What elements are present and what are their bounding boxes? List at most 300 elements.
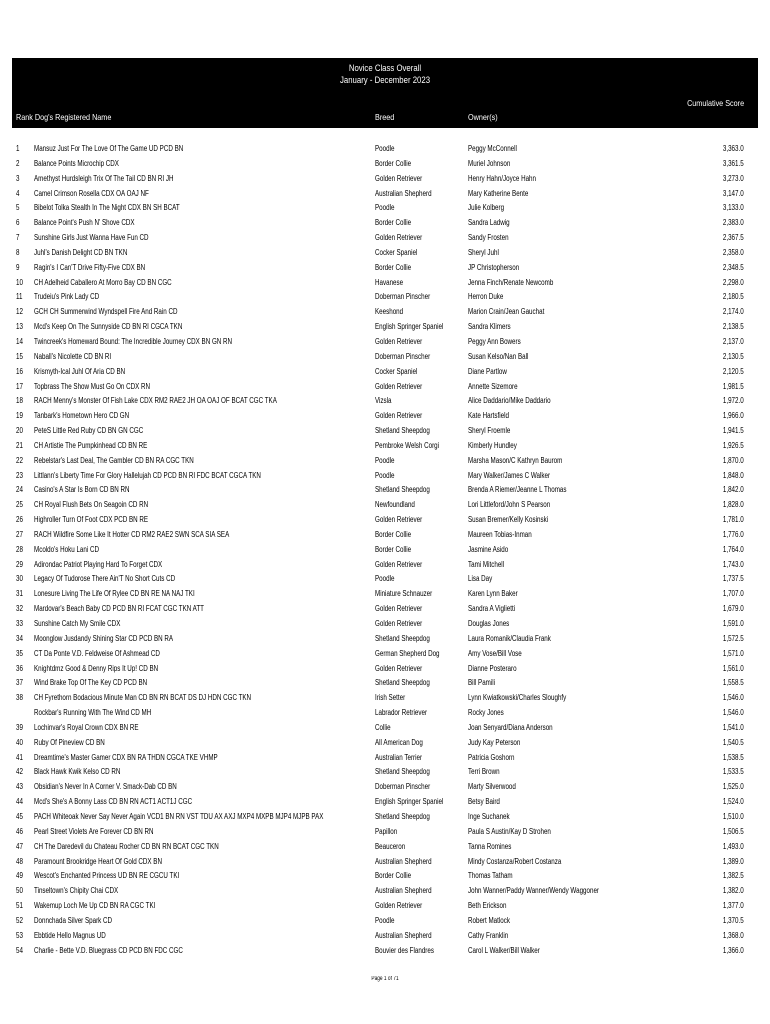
rank-cell: 25	[16, 500, 23, 510]
rank-cell: 3	[16, 173, 20, 183]
rank-cell: 18	[16, 396, 23, 406]
score-cell: 1,707.0	[723, 589, 744, 599]
table-row	[0, 350, 770, 365]
breed-cell: Border Collie	[375, 529, 412, 539]
rank-cell: 12	[16, 307, 23, 317]
breed-cell: Poodle	[375, 470, 395, 480]
score-cell: 1,743.0	[723, 559, 744, 569]
breed-cell: Shetland Sheepdog	[375, 633, 430, 643]
table-row	[0, 825, 770, 840]
table-row	[0, 142, 770, 157]
dog-name-cell: Knightdmz Good & Denny Rips It Up! CD BN	[34, 663, 159, 673]
breed-cell: Poodle	[375, 574, 395, 584]
table-row	[0, 409, 770, 424]
cumulative-score-header: Cumulative Score	[686, 98, 744, 108]
dog-name-cell: Moonglow Jusdandy Shining Star CD PCD BN RA	[34, 633, 174, 643]
owner-cell: Diane Partlow	[468, 366, 507, 376]
dog-name-cell: CH Fyrethorn Bodacious Minute Man CD BN RN BCAT DS DJ HDN CGC TKN	[34, 693, 252, 703]
table-row	[0, 380, 770, 395]
rank-cell: 22	[16, 455, 23, 465]
owner-cell: Douglas Jones	[468, 619, 510, 628]
table-row	[0, 602, 770, 617]
owner-cell: Sandy Frosten	[468, 233, 509, 243]
breed-cell: Australian Shepherd	[375, 856, 432, 866]
score-cell: 1,972.0	[723, 396, 744, 406]
score-cell: 1,561.0	[723, 663, 744, 673]
table-row	[0, 899, 770, 914]
owner-cell: Sandra A Viglietti	[468, 604, 516, 614]
owner-cell: Brenda A Riemer/Jeanne L Thomas	[468, 485, 567, 495]
score-cell: 1,848.0	[723, 470, 744, 480]
owner-cell: Muriel Johnson	[468, 158, 511, 168]
owner-cell: Carol L Walker/Bill Walker	[468, 945, 540, 955]
rank-cell: 50	[16, 886, 23, 896]
rank-cell: 31	[16, 589, 23, 599]
dog-name-cell: Bibelot Tolka Stealth In The Night CDX BN SH BCAT	[34, 203, 180, 213]
dog-name-cell: CH Royal Flush Bets On Seagoin CD RN	[34, 500, 149, 510]
breed-cell: Beauceron	[375, 841, 406, 851]
owner-cell: Robert Matlock	[468, 915, 510, 925]
rank-cell: 49	[16, 871, 23, 881]
dog-name-cell: Mardovar's Beach Baby CD PCD BN RI FCAT CGC TKN ATT	[34, 604, 204, 614]
score-cell: 1,524.0	[723, 797, 744, 807]
breed-cell: Golden Retriever	[375, 604, 423, 614]
table-row	[0, 572, 770, 587]
table-row	[0, 647, 770, 662]
dog-name-cell: Rockbar's Running With The Wind CD MH	[34, 708, 152, 718]
rank-cell: 11	[16, 292, 23, 302]
table-row	[0, 231, 770, 246]
table-row	[0, 662, 770, 677]
dog-name-cell: Black Hawk Kwik Kelso CD RN	[34, 767, 121, 777]
breed-cell: Shetland Sheepdog	[375, 485, 430, 495]
owner-cell: Jenna Finch/Renate Newcomb	[468, 277, 554, 287]
score-cell: 1,781.0	[723, 515, 744, 525]
rank-cell: 20	[16, 426, 23, 436]
breed-cell: Golden Retriever	[375, 411, 423, 421]
score-cell: 1,506.5	[723, 826, 744, 836]
report-title-line2: January - December 2023	[339, 75, 431, 86]
dog-name-cell: Tinseltown's Chipity Chai CDX	[34, 886, 119, 896]
score-cell: 1,538.5	[723, 752, 744, 762]
rank-cell: 45	[16, 811, 23, 821]
dog-name-cell: GCH CH Summerwind Wyndspell Fire And Rain CD	[34, 307, 178, 317]
breed-cell: Poodle	[375, 203, 395, 213]
breed-cell: Poodle	[375, 455, 395, 465]
rank-cell: 27	[16, 529, 23, 539]
owner-cell: Cathy Franklin	[468, 930, 509, 940]
dog-name-cell: Amethyst Hurdsleigh Trix Of The Tail CD BN RI JH	[34, 173, 174, 183]
score-cell: 3,273.0	[723, 173, 744, 183]
score-cell: 1,382.5	[723, 871, 744, 881]
table-row	[0, 261, 770, 276]
score-cell: 1,737.5	[723, 574, 744, 584]
rank-cell: 33	[16, 619, 23, 628]
page-number: Page 1 of 71	[371, 976, 399, 982]
owner-cell: Paula S Austin/Kay D Strohen	[468, 826, 551, 836]
owner-cell: Alice Daddario/Mike Daddario	[468, 396, 551, 406]
dog-name-cell: PeteS Little Red Ruby CD BN GN CGC	[34, 426, 144, 436]
score-cell: 1,842.0	[723, 485, 744, 495]
dog-name-cell: CH Artistie The Pumpkinhead CD BN RE	[34, 440, 148, 450]
owner-cell: Lisa Day	[468, 574, 493, 584]
rank-cell: 9	[16, 262, 20, 272]
dog-name-cell: Obsidian's Never In A Corner V. Smack-Dab CD BN	[34, 782, 177, 792]
dog-name-cell: Sunshine Girls Just Wanna Have Fun CD	[34, 233, 149, 243]
table-row	[0, 558, 770, 573]
rank-cell: 23	[16, 470, 23, 480]
owner-cell: Henry Hahn/Joyce Hahn	[468, 173, 536, 183]
breed-cell: Pembroke Welsh Corgi	[375, 440, 440, 450]
owner-cell: Dianne Posteraro	[468, 663, 517, 673]
table-row	[0, 216, 770, 231]
table-row	[0, 795, 770, 810]
table-row	[0, 439, 770, 454]
score-cell: 1,571.0	[723, 648, 744, 658]
table-row	[0, 335, 770, 350]
dog-name-cell: Lonesure Living The Life Of Rylee CD BN RE NA NAJ TKI	[34, 589, 195, 599]
breed-cell: All American Dog	[375, 737, 423, 747]
dog-name-cell: Mansuz Just For The Love Of The Game UD PCD BN	[34, 144, 184, 153]
rank-cell: 36	[16, 663, 23, 673]
score-cell: 1,870.0	[723, 455, 744, 465]
dog-name-cell: Dreamtime's Master Gamer CDX BN RA THDN CGCA TKE VHMP	[34, 752, 218, 762]
score-cell: 2,367.5	[723, 233, 744, 243]
score-cell: 1,533.5	[723, 767, 744, 777]
owner-cell: Julie Kolberg	[468, 203, 505, 213]
rank-cell: 39	[16, 722, 23, 732]
owner-cell: Rocky Jones	[468, 708, 504, 718]
table-row	[0, 157, 770, 172]
table-row	[0, 840, 770, 855]
owner-cell: Marsha Mason/C Kathryn Baurom	[468, 455, 563, 465]
table-row	[0, 944, 770, 959]
dog-name-cell: Mcd's Keep On The Sunnyside CD BN RI CGCA TKN	[34, 322, 183, 332]
breed-cell: Havanese	[375, 277, 404, 287]
breed-cell: Papillon	[375, 826, 398, 836]
score-cell: 1,941.5	[723, 426, 744, 436]
dog-name-cell: Paramount Brookridge Heart Of Gold CDX BN	[34, 856, 162, 866]
score-cell: 1,540.5	[723, 737, 744, 747]
breed-cell: Shetland Sheepdog	[375, 678, 430, 688]
breed-cell: Golden Retriever	[375, 559, 423, 569]
owner-cell: Laura Romanik/Claudia Frank	[468, 633, 551, 643]
breed-cell: Vizsla	[375, 396, 392, 406]
owner-cell: Annette Sizemore	[468, 381, 518, 391]
breed-cell: Doberman Pinscher	[375, 351, 431, 361]
score-cell: 3,147.0	[723, 188, 744, 198]
score-cell: 1,546.0	[723, 693, 744, 703]
table-row	[0, 394, 770, 409]
owner-cell: Betsy Baird	[468, 797, 500, 807]
score-cell: 2,174.0	[723, 307, 744, 317]
owner-cell: Mary Walker/James C Walker	[468, 470, 551, 480]
breed-cell: Border Collie	[375, 158, 412, 168]
breed-cell: Doberman Pinscher	[375, 782, 431, 792]
breed-cell: Shetland Sheepdog	[375, 426, 430, 436]
score-cell: 1,368.0	[723, 930, 744, 940]
table-row	[0, 483, 770, 498]
rank-cell: 34	[16, 633, 23, 643]
dog-name-cell: Sunshine Catch My Smile CDX	[34, 619, 121, 628]
breed-cell: Australian Shepherd	[375, 188, 432, 198]
owner-cell: Maureen Tobias-Inman	[468, 529, 532, 539]
dog-name-cell: CH Adelheid Caballero At Morro Bay CD BN CGC	[34, 277, 172, 287]
breed-cell: English Springer Spaniel	[375, 322, 444, 332]
score-cell: 1,541.0	[723, 722, 744, 732]
owner-cell: Marion Crain/Jean Gauchat	[468, 307, 545, 317]
dog-name-cell: Casino's A Star Is Born CD BN RN	[34, 485, 130, 495]
breed-cell: Doberman Pinscher	[375, 292, 431, 302]
rank-cell: 54	[16, 945, 23, 955]
owner-cell: Marty Silverwood	[468, 782, 516, 792]
score-cell: 1,679.0	[723, 604, 744, 614]
dog-name-cell: Ruby Of Pineview CD BN	[34, 737, 105, 747]
dog-name-cell: CH The Daredevil du Chateau Rocher CD BN RN BCAT CGC TKN	[34, 841, 219, 851]
dog-name-cell: Twincreek's Homeward Bound: The Incredible Journey CDX BN GN RN	[34, 336, 233, 346]
dog-name-cell: Donnchada Silver Spark CD	[34, 915, 113, 925]
score-cell: 1,572.5	[723, 633, 744, 643]
rank-cell: 48	[16, 856, 23, 866]
score-cell: 3,133.0	[723, 203, 744, 213]
breed-cell: Cocker Spaniel	[375, 247, 418, 257]
table-row	[0, 617, 770, 632]
rank-cell: 46	[16, 826, 23, 836]
rank-cell: 5	[16, 203, 20, 213]
table-row	[0, 869, 770, 884]
dog-name-cell: Charlie - Bette V.D. Bluegrass CD PCD BN FDC CGC	[34, 945, 183, 955]
rank-cell: 40	[16, 737, 23, 747]
table-row	[0, 528, 770, 543]
score-cell: 1,525.0	[723, 782, 744, 792]
rank-cell: 21	[16, 440, 23, 450]
table-row	[0, 751, 770, 766]
rank-cell: 15	[16, 351, 23, 361]
rank-cell: 47	[16, 841, 23, 851]
table-row	[0, 884, 770, 899]
breed-cell: Golden Retriever	[375, 381, 423, 391]
rank-cell: 2	[16, 158, 20, 168]
owner-cell: Terri Brown	[468, 767, 500, 777]
rank-cell: 7	[16, 233, 20, 243]
dog-name-cell: Highroller Turn Of Foot CDX PCD BN RE	[34, 515, 149, 525]
owner-cell: Tami Mitchell	[468, 559, 505, 569]
owner-cell: Joan Senyard/Diana Anderson	[468, 722, 553, 732]
rank-cell: 51	[16, 901, 23, 911]
rank-cell: 38	[16, 693, 23, 703]
breed-cell: Golden Retriever	[375, 901, 423, 911]
owner-cell: Kate Hartsfield	[468, 411, 509, 421]
score-cell: 1,366.0	[723, 945, 744, 955]
owner-cell: Susan Kelso/Nan Ball	[468, 351, 529, 361]
breed-cell: Bouvier des Flandres	[375, 945, 434, 955]
table-row	[0, 513, 770, 528]
score-cell: 3,363.0	[723, 144, 744, 153]
rank-cell: 37	[16, 678, 23, 688]
dog-name-cell: Tanbark's Hometown Hero CD GN	[34, 411, 130, 421]
score-cell: 2,298.0	[723, 277, 744, 287]
breed-cell: Australian Shepherd	[375, 886, 432, 896]
rank-cell: 16	[16, 366, 23, 376]
owner-cell: Bill Pamili	[468, 678, 496, 688]
breed-cell: Golden Retriever	[375, 619, 423, 628]
breed-cell: English Springer Spaniel	[375, 797, 444, 807]
dog-name-cell: Naball's Nicolette CD BN RI	[34, 351, 112, 361]
owner-cell: Mindy Costanza/Robert Costanza	[468, 856, 562, 866]
breed-cell: German Shepherd Dog	[375, 648, 440, 658]
score-cell: 1,828.0	[723, 500, 744, 510]
owner-cell: Sandra Ladwig	[468, 218, 510, 228]
score-cell: 1,591.0	[723, 619, 744, 628]
rank-cell: 19	[16, 411, 23, 421]
rank-cell: 17	[16, 381, 23, 391]
rank-cell: 44	[16, 797, 23, 807]
dog-name-cell: Adirondac Patriot Playing Hard To Forget CDX	[34, 559, 163, 569]
table-row	[0, 691, 770, 706]
score-cell: 2,120.5	[723, 366, 744, 376]
results-table	[0, 142, 770, 958]
dog-name-cell: RACH Wildfire Some Like It Hotter CD RM2 RAE2 SWN SCA SIA SEA	[34, 529, 230, 539]
score-cell: 1,382.0	[723, 886, 744, 896]
score-cell: 1,558.5	[723, 678, 744, 688]
table-row	[0, 469, 770, 484]
table-row	[0, 914, 770, 929]
breed-cell: Poodle	[375, 144, 395, 153]
owner-cell: Herron Duke	[468, 292, 504, 302]
score-cell: 2,383.0	[723, 218, 744, 228]
rank-cell: 26	[16, 515, 23, 525]
table-row	[0, 305, 770, 320]
table-row	[0, 454, 770, 469]
table-row	[0, 498, 770, 513]
dog-name-cell: Lochinvar's Royal Crown CDX BN RE	[34, 722, 139, 732]
report-title	[79, 63, 691, 87]
dog-name-cell: Juhl's Danish Delight CD BN TKN	[34, 247, 128, 257]
owner-cell: Kimberly Hundley	[468, 440, 517, 450]
dog-name-cell: Balance Point's Push N' Shove CDX	[34, 218, 135, 228]
table-row	[0, 365, 770, 380]
table-row	[0, 320, 770, 335]
table-row	[0, 706, 770, 721]
score-cell: 2,138.5	[723, 322, 744, 332]
owner-cell: Thomas Tatham	[468, 871, 513, 881]
dog-name-cell: Wakemup Loch Me Up CD BN RA CGC TKI	[34, 901, 156, 911]
dog-name-cell: Trudeiu's Pink Lady CD	[34, 292, 100, 302]
table-row	[0, 632, 770, 647]
owner-cell: Judy Kay Peterson	[468, 737, 521, 747]
dog-name-cell: Krismyth-Ical Juhl Of Aria CD BN	[34, 366, 126, 376]
owner-cell: Karen Lynn Baker	[468, 589, 518, 599]
table-row	[0, 929, 770, 944]
report-title-line1: Novice Class Overall	[348, 63, 422, 74]
dog-name-cell: Legacy Of Tudorose There Ain'T No Short Cuts CD	[34, 574, 176, 584]
dog-name-cell: CT Da Ponte V.D. Feldweise Of Ashmead CD	[34, 648, 160, 658]
owner-cell: Patricia Goshorn	[468, 752, 515, 762]
table-row	[0, 187, 770, 202]
rank-cell: 13	[16, 322, 23, 332]
table-row	[0, 201, 770, 216]
table-row	[0, 172, 770, 187]
owner-cell: Beth Erickson	[468, 901, 507, 911]
breed-cell: Golden Retriever	[375, 233, 423, 243]
owner-cell: Sheryl Juhl	[468, 247, 499, 257]
table-row	[0, 736, 770, 751]
owner-cell: Lynn Kwiatkowski/Charles Sloughfy	[468, 693, 567, 703]
breed-cell: Golden Retriever	[375, 336, 423, 346]
owner-cell: Sheryl Froemle	[468, 426, 511, 436]
rank-cell: 10	[16, 277, 23, 287]
owner-cell: John Wanner/Paddy Wanner/Wendy Waggoner	[468, 886, 600, 896]
owner-cell: Susan Bremer/Kelly Kosinski	[468, 515, 549, 525]
breed-cell: Irish Setter	[375, 693, 406, 703]
score-cell: 1,389.0	[723, 856, 744, 866]
owner-cell: Lori Littleford/John S Pearson	[468, 500, 551, 510]
dog-name-cell: Mcoldo's Hoku Lani CD	[34, 544, 100, 554]
owner-cell: Jasmine Asido	[468, 544, 509, 554]
dog-name-cell: Littlann's Liberty Time For Glory Hallelujah CD PCD BN RI FDC BCAT CGCA TKN	[34, 470, 261, 480]
rank-cell: 41	[16, 752, 23, 762]
table-row	[0, 676, 770, 691]
table-row	[0, 721, 770, 736]
breed-cell: Border Collie	[375, 262, 412, 272]
breed-cell: Australian Terrier	[375, 752, 423, 762]
owner-cell: Peggy McConnell	[468, 144, 517, 153]
owner-cell: Mary Katherine Bente	[468, 188, 529, 198]
score-cell: 3,361.5	[723, 158, 744, 168]
dog-name-cell: Wescot's Enchanted Princess UD BN RE CGCU TKI	[34, 871, 180, 881]
owner-cell: Peggy Ann Bowers	[468, 336, 521, 346]
score-cell: 1,764.0	[723, 544, 744, 554]
dog-name-cell: Topbrass The Show Must Go On CDX RN	[34, 381, 151, 391]
owner-cell: JP Christopherson	[468, 262, 520, 272]
breed-cell: Golden Retriever	[375, 515, 423, 525]
breed-cell: Miniature Schnauzer	[375, 589, 433, 599]
score-cell: 1,776.0	[723, 529, 744, 539]
table-row	[0, 587, 770, 602]
dog-name-cell: Balance Points Microchip CDX	[34, 158, 119, 168]
dog-name-cell: RACH Menny's Monster Of Fish Lake CDX RM2 RAE2 JH OA OAJ OF BCAT CGC TKA	[34, 396, 277, 406]
report-header	[12, 58, 758, 128]
owner-header: Owner(s)	[468, 112, 498, 122]
breed-cell: Newfoundland	[375, 500, 415, 510]
owner-cell: Inge Suchanek	[468, 811, 510, 821]
table-row	[0, 290, 770, 305]
score-cell: 2,130.5	[723, 351, 744, 361]
breed-cell: Labrador Retriever	[375, 708, 428, 718]
owner-cell: Amy Vose/Bill Vose	[468, 648, 522, 658]
rank-cell: 4	[16, 188, 20, 198]
rank-cell: 14	[16, 336, 23, 346]
rank-cell: 1	[16, 144, 20, 153]
rank-cell: 43	[16, 782, 23, 792]
score-cell: 1,510.0	[723, 811, 744, 821]
breed-cell: Collie	[375, 722, 391, 732]
rank-cell: 30	[16, 574, 23, 584]
dog-name-cell: Wind Brake Top Of The Key CD PCD BN	[34, 678, 148, 688]
dog-name-cell: Camel Crimson Rosella CDX OA OAJ NF	[34, 188, 149, 198]
rank-cell: 8	[16, 247, 20, 257]
score-cell: 1,370.5	[723, 915, 744, 925]
owner-cell: Tanna Romines	[468, 841, 512, 851]
score-cell: 1,981.5	[723, 381, 744, 391]
score-cell: 2,348.5	[723, 262, 744, 272]
rank-dog-header: Rank Dog's Registered Name	[16, 112, 112, 122]
rank-cell: 28	[16, 544, 23, 554]
table-row	[0, 810, 770, 825]
score-cell: 1,546.0	[723, 708, 744, 718]
owner-cell: Sandra Klimers	[468, 322, 511, 332]
rank-cell: 6	[16, 218, 20, 228]
